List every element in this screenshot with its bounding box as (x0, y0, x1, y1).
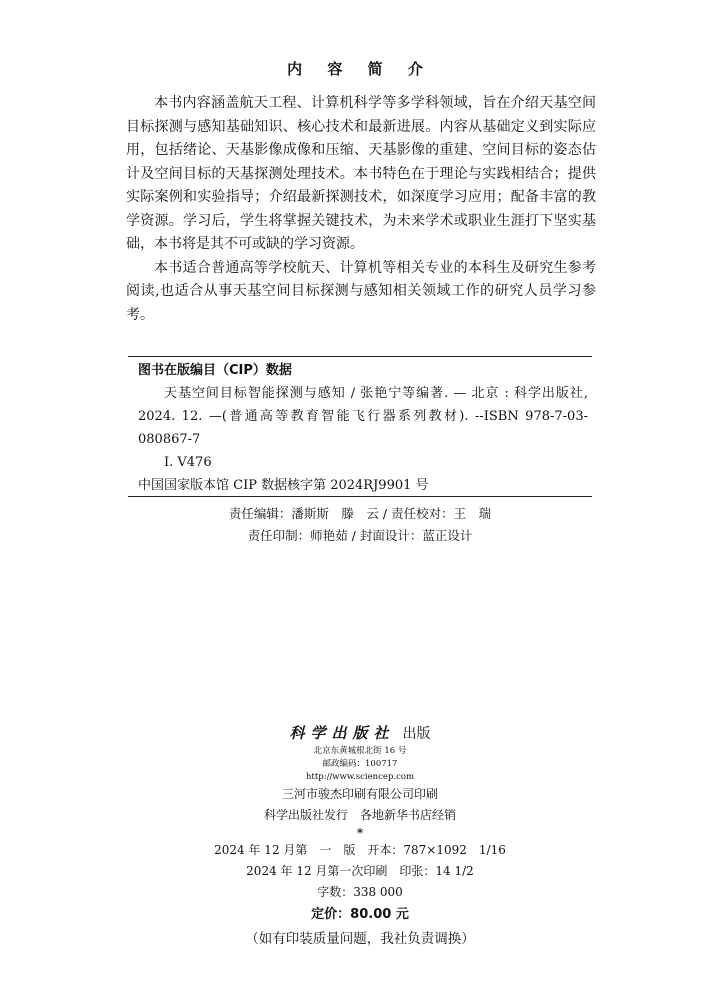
summary-title: 内 容 简 介 (287, 60, 433, 78)
publisher-website: http://www.sciencep.com (305, 772, 415, 782)
editorial-credits (0, 503, 720, 547)
summary-paragraph-2: 本书适合普通高等学校航天、计算机等相关专业的本科生及研究生参考阅读,也适合从事天基空间目标探测与感知相关领域工作的研究人员学习参考。 (126, 259, 596, 323)
cip-record-number: 中国国家版本馆 CIP 数据核字第 2024RJ9901 号 (138, 478, 429, 493)
word-count: 字数：338 000 (317, 885, 403, 899)
quality-note: （如有印装质量问题，我社负责调换） (245, 931, 475, 947)
publisher-line (0, 722, 720, 745)
separator-star: * (356, 826, 364, 840)
summary-body (126, 92, 596, 327)
price-label: 定价：80.00 元 (311, 907, 409, 922)
credits-editors: 责任编辑：潘斯斯 滕 云 / 责任校对：王 瑞 (228, 506, 492, 521)
printing-line: 2024 年 12 月第一次印刷 印张：14 1/2 (246, 864, 474, 878)
credits-production: 责任印制：师艳茹 / 封面设计：蓝正设计 (247, 528, 473, 543)
printer-line: 三河市骏杰印刷有限公司印刷 (281, 787, 438, 801)
cip-entry: 天基空间目标智能探测与感知 / 张艳宁等编著. — 北京 : 科学出版社, 2024. 12. —(普通高等教育智能飞行器系列教材). --ISBN 978-7-03-080867-7 (138, 386, 588, 447)
distribution-line: 科学出版社发行 各地新华书店经销 (263, 808, 456, 822)
cip-heading: 图书在版编目（CIP）数据 (138, 363, 292, 378)
publisher-address: 北京东黄城根北街 16 号 (313, 746, 407, 756)
edition-line: 2024 年 12 月第 一 版 开本：787×1092 1/16 (214, 843, 506, 857)
publisher-logo: 科学出版社 (289, 724, 395, 742)
cip-data-block (138, 359, 588, 497)
cip-top-divider (128, 356, 592, 357)
publisher-suffix: 出版 (402, 726, 431, 742)
cip-bottom-divider (128, 496, 592, 497)
summary-paragraph-1: 本书内容涵盖航天工程、计算机科学等多学科领域，旨在介绍天基空间目标探测与感知基础知识、核心技术和最新进展。内容从基础定义到实际应用，包括绪论、天基影像成像和压缩、天基影像的重建、空间目标的姿态估计及空间目标的天基探测处理技术。本书特色在于理论与实践相结合；提供实际案例和实验指导；介绍最新探测技术，如深度学习应用；配备丰富的教学资源。学习后，学生将掌握关键技术，为未来学术或职业生涯打下坚实基础，本书将是其不可或缺的学习资源。 (126, 95, 596, 252)
cip-classification: Ⅰ. V476 (164, 455, 212, 470)
publisher-postcode: 邮政编码：100717 (322, 759, 398, 769)
imprint-block (0, 722, 720, 951)
